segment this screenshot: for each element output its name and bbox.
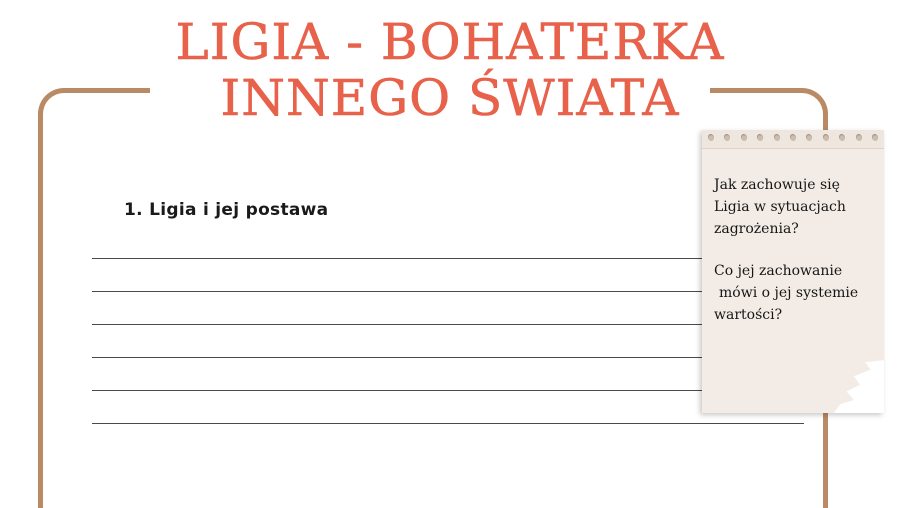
answer-line[interactable] [92, 423, 804, 424]
note-hole-icon [773, 133, 781, 142]
note-question-2-line-2: mówi o jej systemie [719, 285, 859, 301]
section-heading: 1. Ligia i jej postawa [124, 200, 329, 220]
note-torn-corner [833, 360, 884, 413]
answer-line[interactable] [92, 291, 702, 292]
sticky-note [702, 130, 884, 413]
note-spiral-strip [702, 130, 884, 149]
answer-line[interactable] [92, 357, 702, 358]
note-hole-icon [822, 133, 830, 142]
note-hole-icon [871, 133, 879, 142]
note-hole-icon [805, 133, 813, 142]
note-hole-icon [723, 133, 731, 142]
page-title-line-2: INNEGO ŚWIATA [220, 69, 680, 127]
note-hole-icon [838, 133, 846, 142]
page-title-line-1: LIGIA - BOHATERKA [175, 13, 725, 71]
answer-line[interactable] [92, 258, 702, 259]
note-hole-icon [789, 133, 797, 142]
note-text [702, 148, 884, 326]
note-hole-icon [756, 133, 764, 142]
note-question-2-line-3: wartości? [714, 307, 783, 323]
answer-lines [92, 258, 804, 456]
note-hole-icon [707, 133, 715, 142]
note-hole-icon [740, 133, 748, 142]
note-question-1: Jak zachowuje się Ligia w sytuacjach zagrożenia? [714, 177, 846, 237]
note-question-2-line-1: Co jej zachowanie [714, 263, 843, 279]
answer-line[interactable] [92, 390, 702, 391]
note-hole-icon [855, 133, 863, 142]
note-question-2 [714, 260, 870, 326]
page-title [0, 14, 900, 126]
answer-line[interactable] [92, 324, 702, 325]
note-holes [708, 134, 878, 144]
